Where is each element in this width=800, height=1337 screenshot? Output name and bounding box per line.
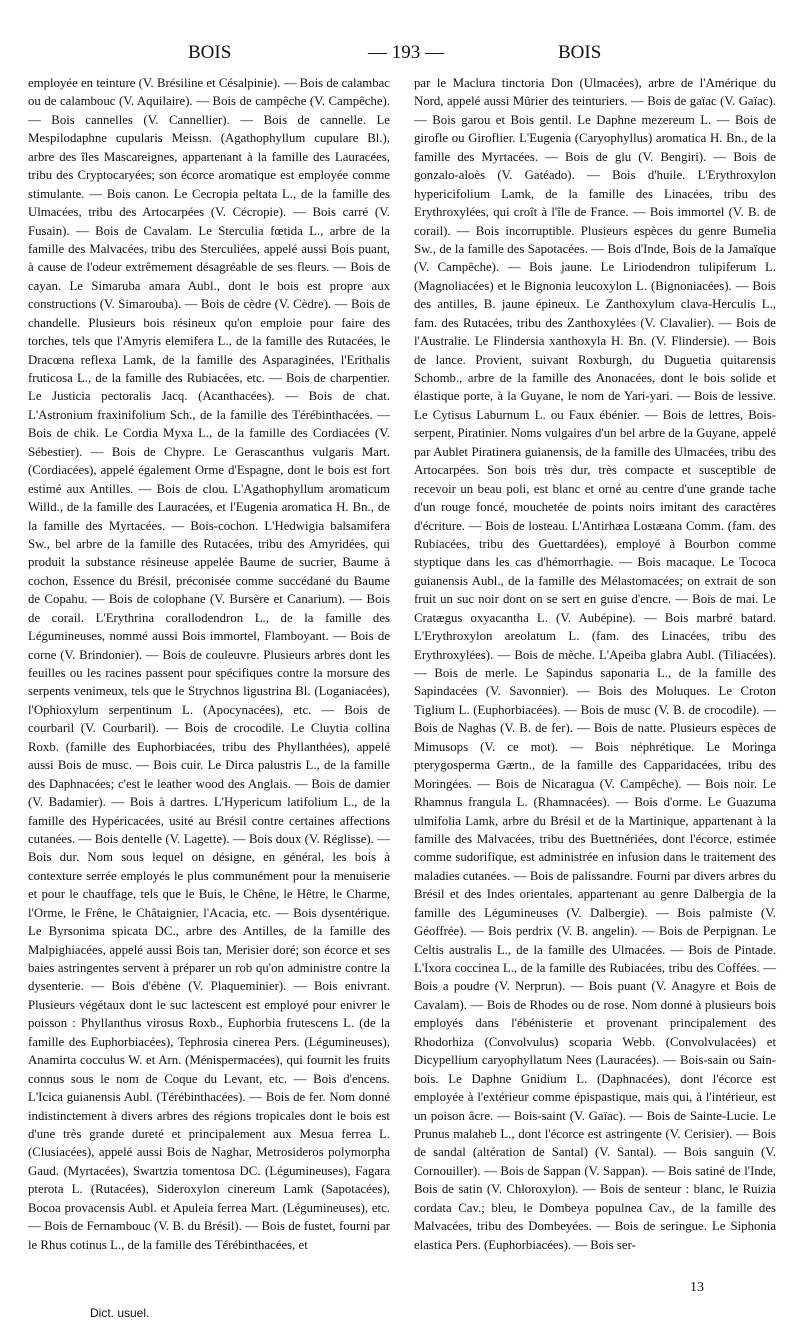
right-column-text: par le Maclura tinctoria Don (Ulmacées), arbre de l'Amérique du Nord, appelé aussi Mûrier des teinturiers. — Bois de gaïac (V. Gaïac). — Bois garou et Bois gentil. Le Daphne mezereum L. — Bois de girofle ou Giroflier. L'Eugenia (Caryophyllus) aromatica H. Bn., de la famille des Myrtacées. — Bois de glu (V. Bengiri). — Bois de gonzalo-aloès (V. Gatéado). — Bois d'huile. L'Erythroxylon hypericifolium Lamk, de la famille des Linacées, tribu des Erythroxylées, qui croît à l'île de France. — Bois immortel (V. B. de corail). — Bois incorruptible. Plusieurs espèces du genre Bumelia Sw., de la famille des Sapotacées. — Bois d'Inde, Bois de la Jamaïque (V. Campêche). — Bois jaune. Le Liriodendron tulipiferum L. (Magnoliacées) et le Bignonia leucoxylon L. (Bignoniacées). — Bois des antilles, B. jaune épineux. Le Zanthoxylum clava-Herculis L., fam. des Rutacées, tribu des Zanthoxylées (V. Clavalier). — Bois de l'Australie. Le Flindersia xanthoxyla H. Bn. (V. Flindersie). — Bois de lance. Provient, suivant Roxburgh, du Duguetia quitarensis Schomb., arbre de la famille des Anonacées, dont le bois solide et élastique porte, à la Guyane, le nom de Yari-yari. — Bois de lessive. Le Cytisus Laburnum L. ou Faux ébénier. — Bois de lettres, Bois-serpent, Piratinier. Noms vulgaires d'un bel arbre de la Guyane, appelé par Aublet Piratinera guianensis, de la famille des Ulmacées, tribu des Artocarpées. Son bois très dur, très compacte et susceptible de recevoir un beau poli, est blanc et orné au centre d'une grande tache d'un rouge foncé, mouchetée de points noirs imitant des caractères d'écriture. — Bois de losteau. L'Antirhæa Lostæana Comm. (fam. des Rubiacées, tribu des Guettardées), employé à Bourbon comme styptique dans les cas d'hémorrhagie. — Bois macaque. Le Tococa guianensis Aubl., de la famille des Mélastomacées; on extrait de son fruit un suc noir dont on se sert en guise d'encre. — Bois de mai. Le Cratægus oxyacantha L. (V. Aubépine). — Bois marbré batard. L'Erythroxylon areolatum L. (fam. des Linacées, tribu des Erythroxylées). — Bois de mèche. L'Apeiba glabra Aubl. (Tiliacées). — Bois de merle. Le Sapindus saponaria L., de la famille des Sapindacées (V. Savonnier). — Bois des Moluques. Le Croton Tiglium L. (Euphorbiacées). — Bois de musc (V. B. de crocodile). — Bois de Naghas (V. B. de fer). — Bois de natte. Plusieurs espèces de Mimusops (V. ce mot). — Bois néphrétique. Le Moringa pterygosperma Gærtn., de la famille des Capparidacées, tribu des Moringées. — Bois de Nicaragua (V. Campêche). — Bois noir. Le Rhamnus frangula L. (Rhamnacées). — Bois d'orme. Le Guazuma ulmifolia Lamk, arbre du Brésil et de la Martinique, appartenant à la famille des Malvacées, tribu des Buettnériées, dont l'écorce, estimée comme sudorifique, est administrée en infusion dans le traitement des maladies cutanées. — Bois de palissandre. Fourni par divers arbres du Brésil et des Indes orientales, appartenant au genre Dalbergia de la famille des Légumineuses (V. Dalbergie). — Bois palmiste (V. Géoffrée). — Bois perdrix (V. B. angelin). — Bois de Perpignan. Le Celtis australis L., de la famille des Ulmacées. — Bois de Pintade. L'Ixora coccinea L., de la famille des Rubiacées, tribu des Coffées. — Bois a poudre (V. Nerprun). — Bois puant (V. Anagyre et Bois de Cavalam). — Bois de Rhodes ou de rose. Nom donné à plusieurs bois employés dans l'ébénisterie et provenant principalement des Rhodorhiza (Convolvulus) scoparia Webb. (Convolvulacées) et Dicypellium caryophyllatum Nees (Lauracées). — Bois-sain ou Sain-bois. Le Daphne Gnidium L. (Daphnacées), dont l'écorce est employée à l'extérieur comme épispastique, mais qui, à l'intérieur, est un poison âcre. — Bois-saint (V. Gaïac). — Bois de Sainte-Lucie. Le Prunus malaheb L., dont l'écorce est astringente (V. Cerisier). — Bois de sandal (altération de Santal) (V. Santal). — Bois sanguin (V. Cornouiller). — Bois de Sappan (V. Sappan). — Bois satiné de l'Inde, Bois de satin (V. Chloroxylon). — Bois de senteur : blanc, le Ruizia cordata Cav.; bleu, le Dombeya populnea Cav., de la famille des Malvacées, tribu des Dombeyées. — Bois de seringue. Le Siphonia elastica Pers. (Euphorbiacées). — Bois ser- [414, 76, 776, 1252]
right-column [414, 74, 776, 1254]
page-number-header: — 193 — [368, 42, 444, 63]
signature-mark: 13 [690, 1280, 704, 1295]
footer-note: Dict. usuel. [90, 1306, 150, 1320]
left-column-text: employée en teinture (V. Brésiline et Césalpinie). — Bois de calambac ou de calambouc (V. Aquilaire). — Bois de campêche (V. Campêche). — Bois cannelles (V. Cannellier). — Bois de cannelle. Le Mespilodaphne cupularis Meissn. (Agathophyllum cupulare Bl.), arbre des îles Mascareignes, appartenant à la famille des Lauracées, tribu des Cryptocaryées; son écorce aromatique est employée comme stimulante. — Bois canon. Le Cecropia peltata L., de la famille des Ulmacées, tribu des Artocarpées (V. Cécropie). — Bois carré (V. Fusain). — Bois de Cavalam. Le Sterculia fœtida L., arbre de la famille des Malvacées, tribu des Sterculiées, appelé aussi Bois puant, à cause de l'odeur extrêmement désagréable de ses fleurs. — Bois de cayan. Le Simaruba amara Aubl., dont le bois est propre aux constructions (V. Simarouba). — Bois de cèdre (V. Cèdre). — Bois de chandelle. Plusieurs bois résineux qu'on emploie pour faire des torches, tels que l'Amyris elemifera L., de la famille des Rutacées, le Dracœna reflexa Lamk, de la famille des Asparaginées, l'Erithalis fruticosa L., de la famille des Rubiacées, etc. — Bois de charpentier. Le Justicia pectoralis Jacq. (Acanthacées). — Bois de chat. L'Astronium fraxinifolium Sch., de la famille des Térébinthacées. — Bois de chik. Le Cordia Myxa L., de la famille des Cordiacées (V. Sébestier). — Bois de Chypre. Le Gerascanthus vulgaris Mart. (Cordiacées), appelé également Orme d'Espagne, dont le bois est fort estimé aux Antilles. — Bois de clou. L'Agathophyllum aromaticum Willd., de la famille des Lauracées, et l'Eugenia aromatica H. Bn., de la famille des Myrtacées. — Bois-cochon. L'Hedwigia balsamifera Sw., bel arbre de la famille des Rutacées, tribu des Amyridées, qui produit la substance résineuse appelée Baume de sucrier, Baume à cochon, Essence du Brésil, préconisée comme succédané du Baume de Copahu. — Bois de colophane (V. Bursère et Canarium). — Bois de corail. L'Erythrina corallodendron L., de la famille des Légumineuses, nommé aussi Bois immortel, Flamboyant. — Bois de corne (V. Brindonier). — Bois de couleuvre. Plusieurs arbres dont les feuilles ou les racines passent pour spécifiques contre la morsure des serpents venimeux, tels que le Strychnos ligustrina Bl. (Loganiacées), l'Ophioxylum serpentinum L. (Apocynacées), etc. — Bois de courbaril (V. Courbaril). — Bois de crocodile. Le Cluytia collina Roxb. (famille des Euphorbiacées, tribu des Phyllanthées), appelé aussi Bois de musc. — Bois cuir. Le Dirca palustris L., de la famille des Daphnacées; c'est le leather wood des Anglais. — Bois de damier (V. Badamier). — Bois à dartres. L'Hypericum latifolium L., de la famille des Hypéricacées, usité au Brésil contre certaines affections cutanées. — Bois dentelle (V. Lagette). — Bois doux (V. Réglisse). — Bois dur. Nom sous lequel on désigne, en général, les bois à contexture serrée employés le plus communément pour la menuiserie et pour le chauffage, tels que le Buis, le Chêne, le Hêtre, le Charme, l'Orme, le Frêne, le Châtaignier, l'Acacia, etc. — Bois dysentérique. Le Byrsonima spicata DC., arbre des Antilles, de la famille des Malpighiacées, appelé aussi Bois tan, Merisier doré; son écorce et ses baies astringentes servent à préparer un rob qu'on administre contre la dysenterie. — Bois d'ébène (V. Plaqueminier). — Bois enivrant. Plusieurs végétaux dont le suc lactescent est employé pour enivrer le poisson : Phyllanthus virosus Roxb., Euphorbia frutescens L. (de la famille des Euphorbiacées), Tephrosia cinerea Pers. (Légumineuses), Anamirta cocculus W. et Arn. (Ménispermacées), qui fournit les fruits connus sous le nom de Coque du Levant, etc. — Bois d'encens. L'Icica guianensis Aubl. (Térébinthacées). — Bois de fer. Nom donné indistinctement à divers arbres des régions tropicales dont le bois est d'une très grande dureté et principalement aux Mesua ferrea L. (Clusiacées), appelé aussi Bois de Naghar, Metrosideros polymorpha Gaud. (Myrtacées), Swartzia tomentosa DC. (Légumineuses), Fagara pterota L. (Rutacées), Sideroxylon cinereum Lamk (Sapotacées), Bocoa provacensis Aubl. et Apuleia ferrea Mart. (Légumineuses), etc. — Bois de Fernambouc (V. B. du Brésil). — Bois de fustet, fourni par le Rhus cotinus L., de la famille des Térébinthacées, et [28, 76, 390, 1252]
dictionary-page [28, 42, 778, 1332]
header-right-word: BOIS [558, 42, 602, 63]
header-left-word: BOIS [188, 42, 232, 63]
left-column [28, 74, 390, 1254]
page-header [28, 42, 778, 72]
